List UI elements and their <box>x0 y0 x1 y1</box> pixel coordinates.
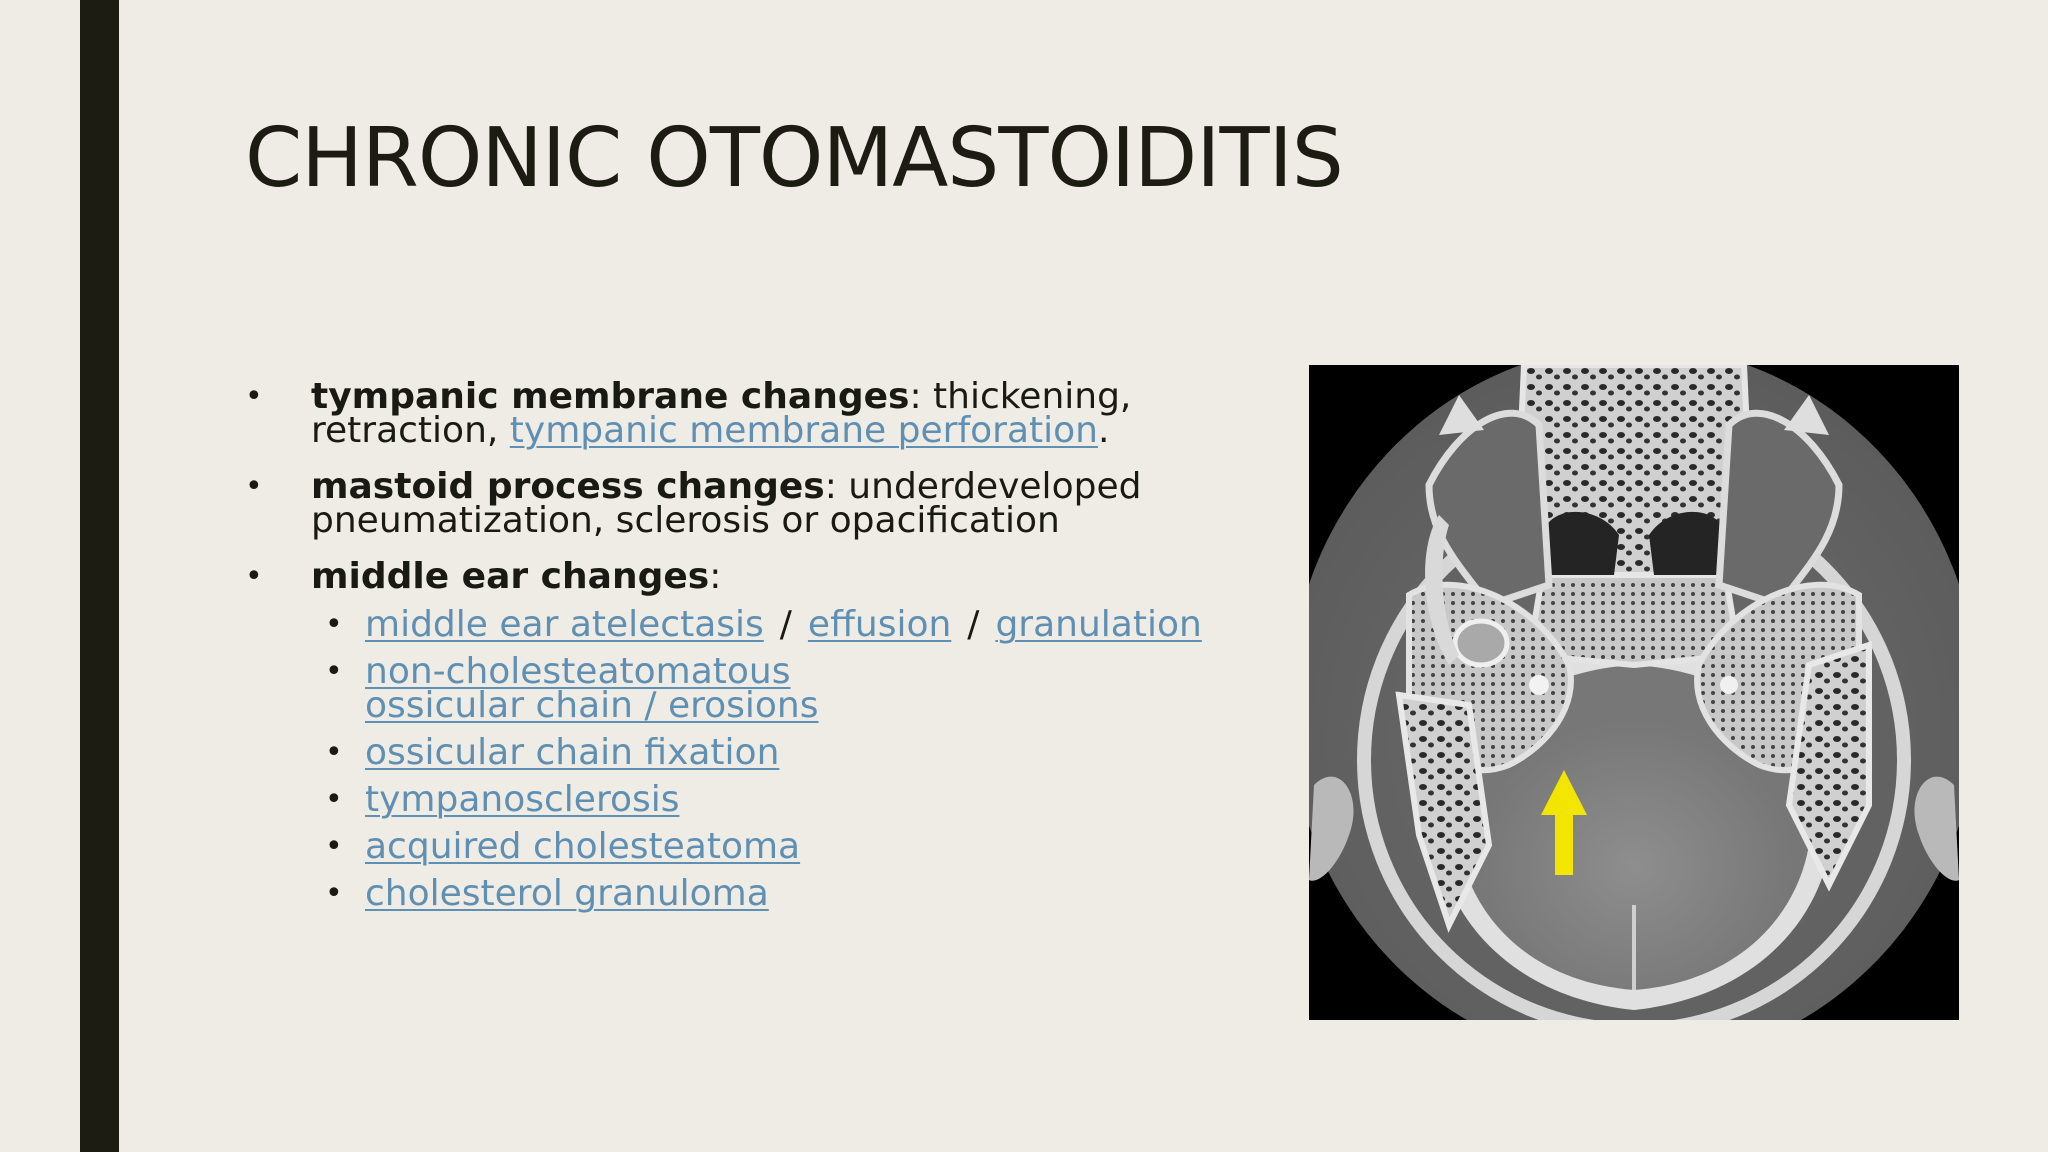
link-acquired-cholesteatoma[interactable]: acquired cholesteatoma <box>365 826 801 867</box>
bullet-dot: • <box>245 379 263 414</box>
link-granulation[interactable]: granulation <box>995 604 1202 645</box>
bullet-heading: tympanic membrane changes <box>311 376 910 417</box>
bullet-text: : underdeveloped pneumatization, sclerosis or opacification <box>311 466 1142 541</box>
link-cholesterol-granuloma[interactable]: cholesterol granuloma <box>365 873 769 914</box>
ct-scan-drawing <box>1309 365 1959 1020</box>
link-middle-ear-atelectasis[interactable]: middle ear atelectasis <box>365 604 764 645</box>
bullet-dot: • <box>325 829 343 864</box>
bullet-dot: • <box>325 876 343 911</box>
bullet-item <box>245 556 1245 914</box>
bullet-item <box>245 376 1245 451</box>
sub-bullet-item <box>305 826 1245 867</box>
link-tympanosclerosis[interactable]: tympanosclerosis <box>365 779 680 820</box>
bullet-dot: • <box>325 782 343 817</box>
bullet-heading: mastoid process changes <box>311 466 825 507</box>
bullet-text: : thickening, retraction, <box>311 376 1132 451</box>
bullet-dot: • <box>245 559 263 594</box>
sub-bullet-item <box>305 651 925 726</box>
separator: / <box>779 604 792 645</box>
bullet-dot: • <box>325 654 343 689</box>
link-ossicular-chain-fixation[interactable]: ossicular chain fixation <box>365 732 780 773</box>
bullet-item <box>245 466 1245 541</box>
link-effusion[interactable]: effusion <box>807 604 952 645</box>
sub-bullet-list <box>305 604 1245 914</box>
bullet-heading: middle ear changes <box>311 556 710 597</box>
ct-scan-image <box>1309 365 1959 1020</box>
link-ossicular-erosions[interactable]: non-cholesteatomatous ossicular chain / erosions <box>365 651 819 726</box>
link-tympanic-membrane-perforation[interactable]: tympanic membrane perforation <box>509 410 1098 451</box>
sub-bullet-item <box>305 604 1245 645</box>
accent-bar <box>80 0 119 1152</box>
bullet-dot: • <box>325 607 343 642</box>
sub-bullet-item <box>305 732 1245 773</box>
sub-bullet-item <box>305 873 1245 914</box>
bullet-dot: • <box>325 735 343 770</box>
bullet-text: : <box>709 556 722 597</box>
bullet-text: . <box>1097 410 1110 451</box>
separator: / <box>967 604 980 645</box>
slide-title: CHRONIC OTOMASTOIDITIS <box>245 111 1343 206</box>
bullet-dot: • <box>245 469 263 504</box>
sub-bullet-item <box>305 779 1245 820</box>
bullet-list <box>245 376 1245 933</box>
